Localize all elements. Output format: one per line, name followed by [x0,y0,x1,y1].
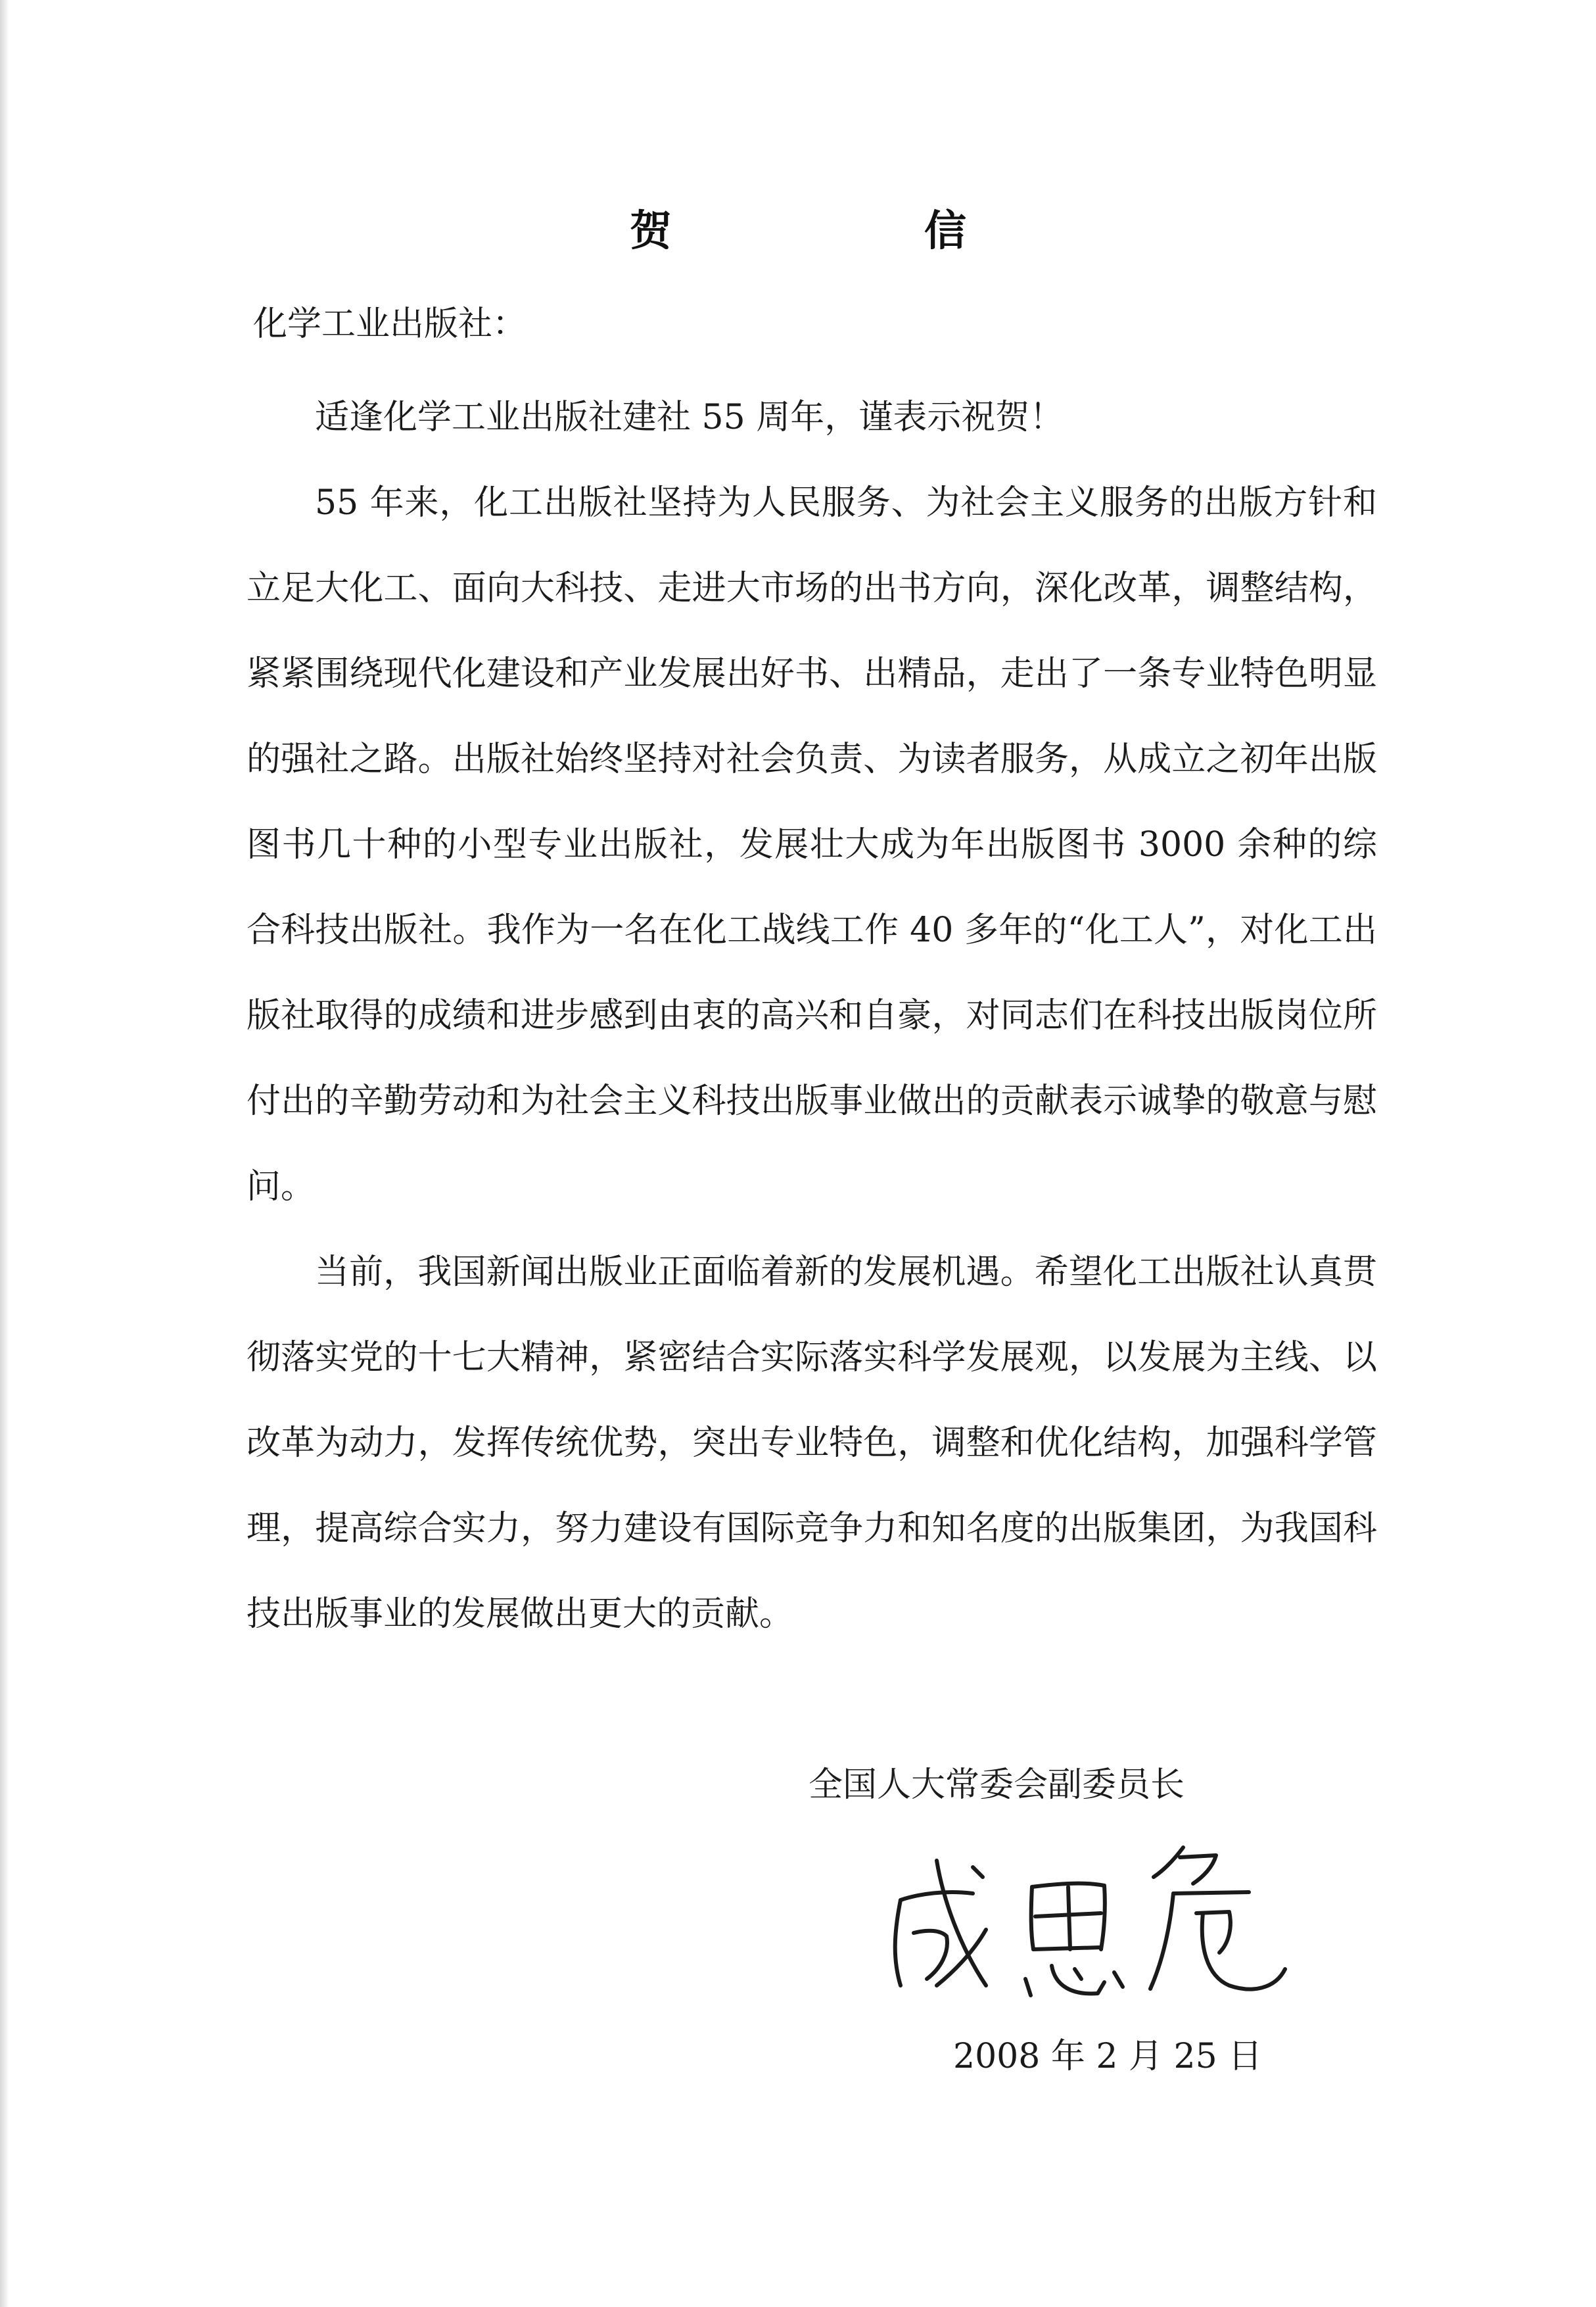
scan-edge-shadow [0,0,9,2307]
letter-date: 2008 年 2 月 25 日 [953,2037,1263,2076]
handwritten-signature [874,1821,1295,2018]
letter-body [246,375,1377,1657]
paragraph-hopes: 当前，我国新闻出版业正面临着新的发展机遇。希望化工出版社认真贯彻落实党的十七大精神，紧密结合实际落实科学发展观，以发展为主线、以改革为动力，发挥传统优势，突出专业特色，调整和优化结构，加强科学管理，提高综合实力，努力建设有国际竞争力和知名度的出版集团，为我国科技出版事业的发展做出更大的贡献。 [246,1252,1377,1634]
signer-title: 全国人大常委会副委员长 [809,1765,1185,1805]
paragraph-greeting: 适逢化学工业出版社建社 55 周年，谨表示祝贺！ [315,398,1064,437]
letter-salutation: 化学工业出版社： [253,304,527,344]
letter-title: 贺 信 [630,207,1071,256]
paragraph-history: 55 年来，化工出版社坚持为人民服务、为社会主义服务的出版方针和立足大化工、面向大科技、走进大市场的出书方向，深化改革，调整结构，紧紧围绕现代化建设和产业发展出好书、出精品，走出了一条专业特色明显的强社之路。出版社始终坚持对社会负责、为读者服务，从成立之初年出版图书几十种的小型专业出版社，发展壮大成为年出版图书 3000 余种的综合科技出版社。我作为一名在化工战线工作 40 多年的“化工人”，对化工出版社取得的成绩和进步感到由衷的高兴和自豪，对同志们在科技出版岗位所付出的辛勤劳动和为社会主义科技出版事业做出的贡献表示诚挚的敬意与慰问。 [246,483,1377,1206]
